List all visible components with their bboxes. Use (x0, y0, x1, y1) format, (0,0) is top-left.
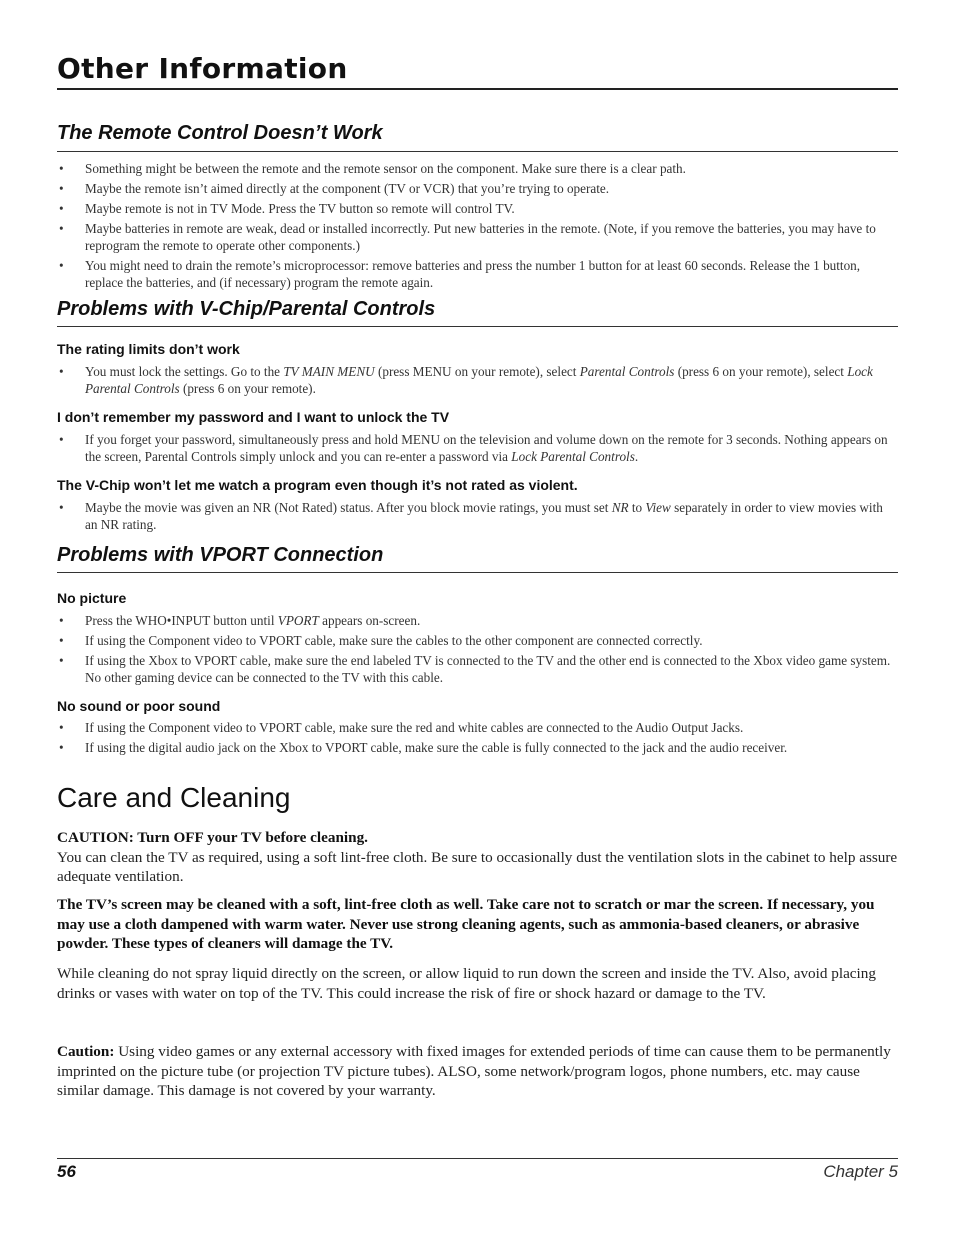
menu-name-parental-controls: Parental Controls (579, 364, 675, 379)
list-item: • Maybe the movie was given an NR (Not Rated) status. After you block movie ratings, you must set NR to View separately in order to view movies with an NR rating. (59, 500, 883, 532)
caution-label: CAUTION: Turn OFF your TV before cleaning. (57, 829, 368, 846)
page-number: 56 (57, 1162, 76, 1181)
remote-section-divider (57, 151, 898, 152)
menu-name-lock-parental-controls: Lock Parental Controls (511, 449, 635, 464)
list-item: • If you forget your password, simultaneously press and hold MENU on the television and volume down on the remote for 3 seconds. Nothing appears on the screen, Parental Controls simply unlock and you can re-enter a password via Lock Parental Controls. (59, 432, 888, 464)
list-item: • Something might be between the remote and the remote sensor on the component. Make sure there is a clear path. (59, 161, 686, 176)
list-item: • You might need to drain the remote’s microprocessor: remove batteries and press the number 1 button for at least 60 seconds. Release the 1 button, replace the batteries, and (if necessary) program the remote again. (59, 258, 861, 290)
vport-section-divider (57, 572, 898, 573)
vport-section-heading: Problems with VPORT Connection (57, 544, 384, 566)
menu-name-lock-parental-controls: Lock Parental Controls (85, 364, 873, 396)
remote-section-heading: The Remote Control Doesn’t Work (57, 122, 383, 144)
care-cleaning-heading: Care and Cleaning (57, 782, 291, 813)
list-item: • Maybe batteries in remote are weak, dead or installed incorrectly. Put new batteries in the remote. (Note, if you remove the batteries, you may have to reprogram the remote to operate other components.) (59, 221, 876, 253)
bullet-icon: • (59, 432, 64, 447)
list-item: • Press the WHO•INPUT button until VPORT appears on-screen. (59, 613, 421, 628)
bullet-icon: • (59, 221, 64, 236)
password-subheading: I don’t remember my password and I want to unlock the TV (57, 409, 450, 425)
footer-divider (57, 1158, 898, 1159)
menu-name-tv-main-menu: TV MAIN MENU (283, 364, 375, 379)
page-title: Other Information (57, 52, 348, 85)
vchip-violent-subheading: The V-Chip won’t let me watch a program even though it’s not rated as violent. (57, 477, 578, 493)
list-item: • Maybe remote is not in TV Mode. Press the TV button so remote will control TV. (59, 201, 515, 216)
list-item: • If using the Component video to VPORT cable, make sure the cables to the other component are connected correctly. (59, 633, 703, 648)
list-item: • If using the digital audio jack on the Xbox to VPORT cable, make sure the cable is fully connected to the jack and the audio receiver. (59, 740, 788, 755)
setting-view: View (645, 500, 671, 515)
care-paragraph-3: While cleaning do not spray liquid directly on the screen, or allow liquid to run down the screen and inside the TV. Also, avoid placing drinks or vases with water on top of the TV. This could increase the risk of fire or shock hazard or damage to the TV. (57, 965, 876, 1002)
care-paragraph-4: Caution: Using video games or any external accessory with fixed images for extended periods of time can cause them to be permanently imprinted on the picture tube (or projection TV picture tubes). ALSO, some network/program logos, phone numbers, etc. may cause similar damage. This damage is not covered by your warranty. (57, 1043, 891, 1099)
bullet-icon: • (59, 613, 64, 628)
list-item: • Maybe the remote isn’t aimed directly at the component (TV or VCR) that you’re trying to operate. (59, 181, 610, 196)
setting-nr: NR (611, 500, 629, 515)
bullet-icon: • (59, 161, 64, 176)
bullet-icon: • (59, 633, 64, 648)
rating-limits-list (57, 363, 898, 400)
vchip-violent-list (57, 499, 898, 536)
list-item: • If using the Component video to VPORT cable, make sure the red and white cables are connected to the Audio Output Jacks. (59, 720, 744, 735)
bullet-icon: • (59, 181, 64, 196)
vport-label: VPORT (277, 613, 319, 628)
password-list (57, 431, 898, 468)
no-picture-subheading: No picture (57, 590, 127, 606)
no-sound-list (57, 719, 898, 759)
bullet-icon: • (59, 364, 64, 379)
bullet-icon: • (59, 500, 64, 515)
vchip-section-divider (57, 326, 898, 327)
vchip-section-heading: Problems with V-Chip/Parental Controls (57, 298, 436, 320)
caution-label: Caution: (57, 1043, 115, 1060)
chapter-label: Chapter 5 (823, 1162, 898, 1181)
rating-limits-subheading: The rating limits don’t work (57, 341, 240, 357)
bullet-icon: • (59, 258, 64, 273)
bullet-icon: • (59, 740, 64, 755)
bullet-icon: • (59, 653, 64, 668)
no-picture-list (57, 612, 898, 689)
bullet-icon: • (59, 201, 64, 216)
list-item: • If using the Xbox to VPORT cable, make sure the end labeled TV is connected to the TV and the other end is connected to the Xbox video game system. No other gaming device can be connected to the TV with this cable. (59, 653, 891, 685)
bullet-icon: • (59, 720, 64, 735)
no-sound-subheading: No sound or poor sound (57, 698, 221, 714)
care-paragraph-2: The TV’s screen may be cleaned with a soft, lint-free cloth as well. Take care not to scratch or mar the screen. If necessary, you may use a cloth dampened with warm water. Never use strong cleaning agents, such as ammonia-based cleaners, or abrasive powder. These types of cleaners will damage the TV. (57, 896, 875, 952)
title-divider (57, 88, 898, 90)
remote-bullet-list (57, 160, 898, 294)
care-paragraph-1: CAUTION: Turn OFF your TV before cleaning. You can clean the TV as required, using a soft lint-free cloth. Be sure to occasionally dust the ventilation slots in the cabinet to help assure adequate ventilation. (57, 829, 898, 885)
list-item: • You must lock the settings. Go to the TV MAIN MENU (press MENU on your remote), select Parental Controls (press 6 on your remote), select Lock Parental Controls (press 6 on your remote). (59, 364, 873, 396)
